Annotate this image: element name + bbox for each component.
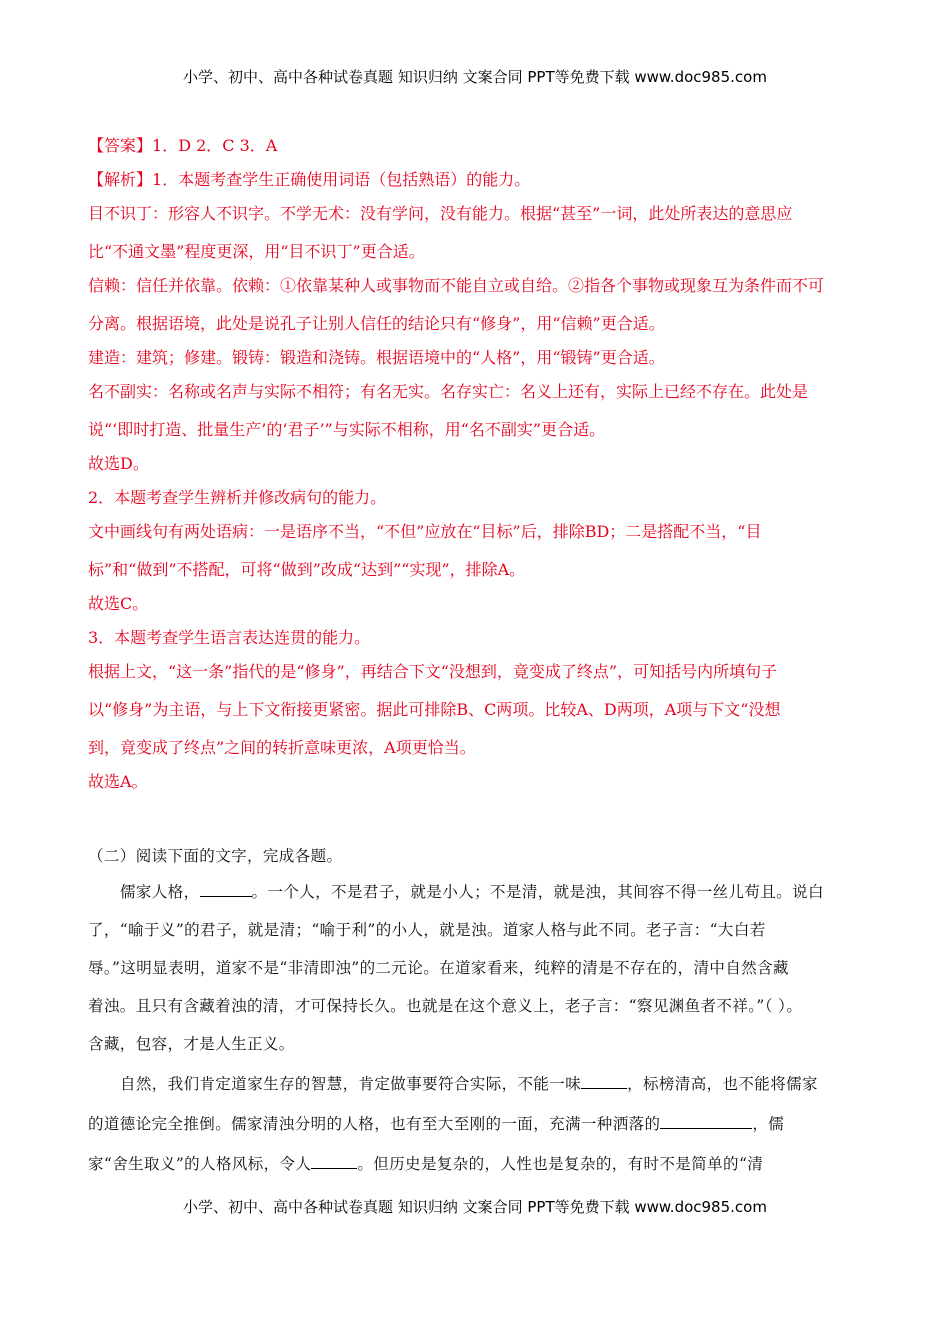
analysis-line: 信赖：信任并依靠。依赖：①依靠某种人或事物而不能自立或自给。②指各个事物或现象互为条件而不可 [88, 276, 825, 295]
passage-line: 辱。”这明显表明，道家不是“非清即浊”的二元论。在道家看来，纯粹的清是不存在的，清中自然含藏 [88, 959, 789, 977]
answer-text: 1．D 2．C 3．A [152, 136, 278, 155]
analysis-line: 分离。根据语境，此处是说孔子让别人信任的结论只有“修身”，用“信赖”更合适。 [88, 314, 665, 333]
fill-blank [200, 880, 252, 897]
analysis-q3-intro: 3．本题考查学生语言表达连贯的能力。 [88, 628, 371, 647]
passage-line: 自然，我们肯定道家生存的智慧，肯定做事要符合实际，不能一味 ，标榜清高，也不能将儒家 [88, 1072, 878, 1094]
analysis-line: 建造：建筑；修建。锻铸：锻造和浇铸。根据语境中的“人格”，用“锻铸”更合适。 [88, 348, 665, 367]
passage-line: 了，“喻于义”的君子，就是清；“喻于利”的小人，就是浊。道家人格与此不同。老子言：“大白若 [88, 921, 766, 939]
fill-blank [581, 1072, 627, 1089]
analysis-conclusion: 故选A。 [88, 772, 148, 791]
analysis-line: 文中画线句有两处语病：一是语序不当，“不但”应放在“目标”后，排除BD；二是搭配不当，“目 [88, 522, 762, 541]
analysis-q1-intro: 【解析】1．本题考查学生正确使用词语（包括熟语）的能力。 [88, 170, 531, 189]
fill-blank [660, 1112, 752, 1129]
answer-line [88, 136, 878, 156]
passage-line: 儒家人格， 。一个人，不是君子，就是小人；不是清，就是浊，其间容不得一丝儿苟且。说白 [88, 880, 878, 902]
document-body [88, 136, 878, 1192]
analysis-tag: 【解析】 [88, 170, 153, 189]
analysis-line: 名不副实：名称或名声与实际不相符；有名无实。名存实亡：名义上还有，实际上已经不存在。此处是 [88, 382, 809, 401]
passage-line: 含藏，包容，才是人生正义。 [88, 1035, 295, 1053]
page-header: 小学、初中、高中各种试卷真题 知识归纳 文案合同 PPT等免费下载 www.doc985.com [183, 68, 767, 86]
passage-line: 家“舍生取义”的人格风标，令人 。但历史是复杂的，人性也是复杂的，有时不是简单的“清 [88, 1152, 878, 1174]
passage-line: 的道德论完全推倒。儒家清浊分明的人格，也有至大至刚的一面，充满一种洒落的 ，儒 [88, 1112, 878, 1134]
analysis-q2-intro: 2．本题考查学生辨析并修改病句的能力。 [88, 488, 387, 507]
fill-blank [311, 1152, 357, 1169]
section-title: （二）阅读下面的文字，完成各题。 [88, 847, 343, 865]
page-footer: 小学、初中、高中各种试卷真题 知识归纳 文案合同 PPT等免费下载 www.doc985.com [183, 1198, 767, 1216]
analysis-line: 说“‘即时打造、批量生产’的‘君子’”与实际不相称，用“名不副实”更合适。 [88, 420, 606, 439]
analysis-line: 根据上文，“这一条”指代的是“修身”，再结合下文“没想到，竟变成了终点”，可知括号内所填句子 [88, 662, 778, 681]
analysis-line: 标”和“做到”不搭配，可将“做到”改成“达到”“实现”，排除A。 [88, 560, 526, 579]
analysis-line: 到，竟变成了终点”之间的转折意味更浓，A项更恰当。 [88, 738, 476, 757]
reading-passage [88, 846, 878, 1174]
analysis-line: 以“修身”为主语，与上下文衔接更紧密。据此可排除B、C两项。比较A、D两项，A项与下文“没想 [88, 700, 781, 719]
analysis-line: 目不识丁：形容人不识字。不学无术：没有学问，没有能力。根据“甚至”一词，此处所表达的意思应 [88, 204, 793, 223]
answer-tag: 【答案】 [88, 136, 153, 155]
analysis-conclusion: 故选C。 [88, 594, 149, 613]
analysis-conclusion: 故选D。 [88, 454, 149, 473]
analysis-line: 比“不通文墨”程度更深，用“目不识丁”更合适。 [88, 242, 425, 261]
passage-line: 着浊。且只有含藏着浊的清，才可保持长久。也就是在这个意义上，老子言：“察见渊鱼者不祥。”（ ）。 [88, 997, 803, 1015]
